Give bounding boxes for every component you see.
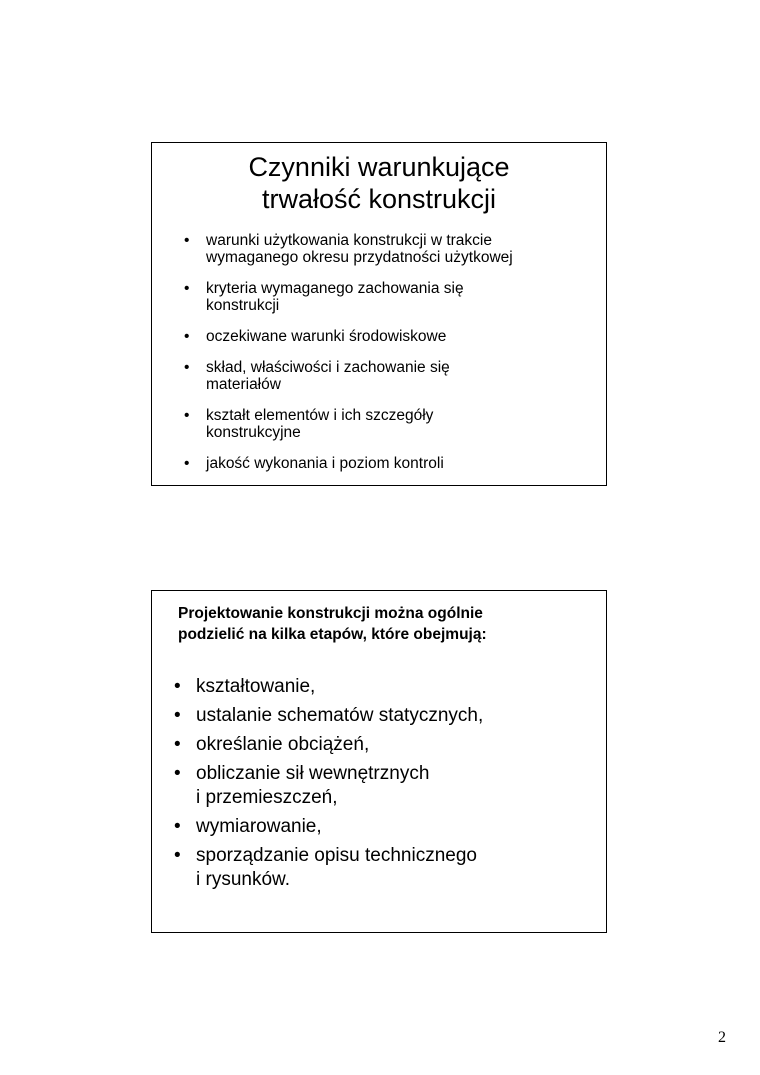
- list-item: [174, 733, 594, 757]
- slide-1-title: [152, 151, 606, 215]
- list-item-line: skład, właściwości i zachowanie się: [206, 359, 450, 376]
- list-item: [174, 844, 594, 892]
- list-item-line: jakość wykonania i poziom kontroli: [206, 455, 444, 472]
- list-item-line: i rysunków.: [196, 869, 290, 890]
- list-item-line: i przemieszczeń,: [196, 787, 338, 808]
- list-item: [184, 359, 594, 393]
- slide-1: [151, 142, 607, 486]
- list-item-line: materiałów: [206, 376, 281, 393]
- list-item: [174, 762, 594, 810]
- list-item-line: ustalanie schematów statycznych,: [196, 705, 484, 726]
- list-item-line: wymiarowanie,: [196, 816, 322, 837]
- list-item-line: konstrukcji: [206, 297, 280, 314]
- bullet-icon: •: [174, 734, 181, 755]
- list-item-line: kształt elementów i ich szczegóły: [206, 407, 434, 424]
- slide-1-title-line-1: Czynniki warunkujące: [248, 152, 510, 182]
- list-item-line: konstrukcyjne: [206, 424, 301, 441]
- bullet-icon: •: [184, 232, 190, 249]
- bullet-icon: •: [184, 407, 190, 424]
- list-item: [184, 328, 594, 345]
- bullet-icon: •: [174, 763, 181, 784]
- list-item: [184, 232, 594, 266]
- bullet-icon: •: [174, 705, 181, 726]
- list-item-line: wymaganego okresu przydatności użytkowej: [206, 249, 513, 266]
- list-item-line: sporządzanie opisu technicznego: [196, 845, 477, 866]
- list-item-line: obliczanie sił wewnętrznych: [196, 763, 430, 784]
- bullet-icon: •: [174, 816, 181, 837]
- list-item: [184, 407, 594, 441]
- bullet-icon: •: [184, 359, 190, 376]
- list-item-line: kryteria wymaganego zachowania się: [206, 280, 464, 297]
- list-item: [174, 815, 594, 839]
- bullet-icon: •: [174, 676, 181, 697]
- slide-2-heading-line-1: Projektowanie konstrukcji można ogólnie: [178, 605, 483, 622]
- slide-1-bullet-list: [184, 232, 594, 486]
- page-number: 2: [718, 1029, 726, 1046]
- list-item: [184, 455, 594, 472]
- bullet-icon: •: [174, 845, 181, 866]
- list-item: [174, 704, 594, 728]
- list-item: [184, 280, 594, 314]
- bullet-icon: •: [184, 455, 190, 472]
- bullet-icon: •: [184, 280, 190, 297]
- list-item-line: warunki użytkowania konstrukcji w trakcie: [206, 232, 492, 249]
- slide-1-title-line-2: trwałość konstrukcji: [261, 184, 497, 214]
- slide-2-heading: [178, 603, 598, 645]
- list-item-line: oczekiwane warunki środowiskowe: [206, 328, 447, 345]
- slide-2: [151, 590, 607, 933]
- list-item-line: określanie obciążeń,: [196, 734, 370, 755]
- list-item: [174, 675, 594, 699]
- bullet-icon: •: [184, 328, 190, 345]
- list-item-line: kształtowanie,: [196, 676, 316, 697]
- slide-2-bullet-list: [174, 675, 594, 897]
- slide-2-heading-line-2: podzielić na kilka etapów, które obejmują:: [178, 626, 487, 643]
